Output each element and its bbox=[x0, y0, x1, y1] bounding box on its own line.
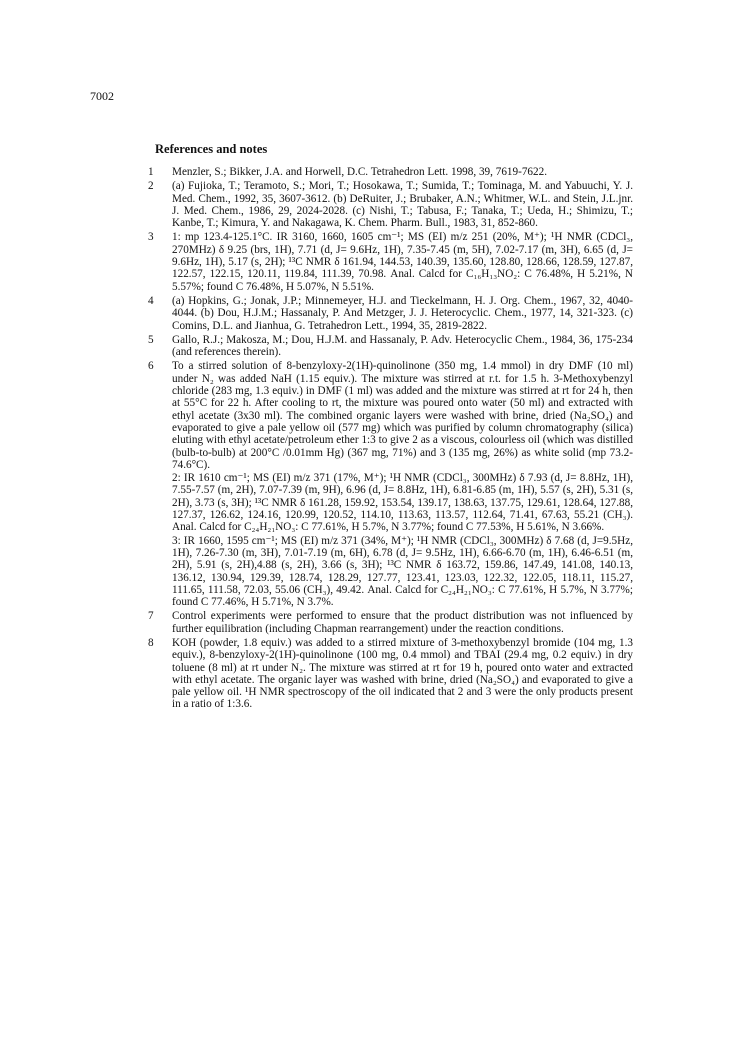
reference-body bbox=[172, 360, 633, 608]
reference-number: 4 bbox=[148, 294, 154, 307]
section-title: References and notes bbox=[155, 142, 268, 156]
reference-number: 7 bbox=[148, 610, 154, 623]
reference-body bbox=[172, 180, 633, 229]
reference-number: 1 bbox=[148, 166, 154, 178]
reference-text: Menzler, S.; Bikker, J.A. and Horwell, D.C. Tetrahedron Lett. 1998, 39, 7619-7622. bbox=[172, 166, 548, 178]
reference-text: KOH (powder, 1.8 equiv.) was added to a stirred mixture of 3-methoxybenzyl bromide (104 mg, 1.3 equiv.), 8-benzyloxy-2(1H)-quinolinone (100 mg, 0.4 mmol) and TBAI (29.4 mg, 0.2 equiv.) in dry toluene (8 ml) at rt under N₂. The mixture was stirred at rt for 19 h, poured onto water and extracted with ethyl acetate. The organic layer was washed with brine, dried (Na₂SO₄) and evaporated to give a pale yellow oil. ¹H NMR spectroscopy of the oil indicated that 2 and 3 were the only products present in a ratio of 1:3.6. bbox=[172, 636, 633, 711]
reference-text: To a stirred solution of 8-benzyloxy-2(1H)-quinolinone (350 mg, 1.4 mmol) in dry DMF (10 ml) under N₂ was added NaH (1.15 equiv.). The mixture was stirred at r.t. for 1.5 h. 3-Methoxybenzyl chloride (283 mg, 1.3 equiv.) in DMF (1 ml) was added and the mixture was stirred at rt for 24 h, then at 55°C for 22 h. After cooling to rt, the mixture was poured onto water (50 ml) and extracted with ethyl acetate (3x30 ml). The combined organic layers were washed with brine, dried (Na₂SO₄) and evaporated to give a pale yellow oil (577 mg) which was purified by column chromatography (silica) eluting with ethyl acetate/petroleum ether 1:3 to give 2 as a viscous, colourless oil (which was distilled (bulb-to-bulb) at 200°C /0.01mm Hg) (367 mg, 71%) and 3 (135 mg, 26%) as white solid (mp 73.2-74.6°C). bbox=[172, 360, 633, 471]
reference-text: Gallo, R.J.; Makosza, M.; Dou, H.J.M. and Hassanaly, P. Adv. Heterocyclic Chem., 1984, 36, 175-234 (and references therein). bbox=[172, 333, 633, 359]
reference-body bbox=[172, 610, 633, 635]
reference-number: 5 bbox=[148, 333, 154, 346]
reference-item bbox=[148, 295, 633, 332]
reference-number: 6 bbox=[148, 360, 154, 373]
reference-text: 2: IR 1610 cm⁻¹; MS (EI) m/z 371 (17%, M⁺); ¹H NMR (CDCl₃, 300MHz) δ 7.93 (d, J= 8.8Hz, 1H), 7.55-7.57 (m, 2H), 7.07-7.39 (m, 9H), 6.96 (d, J= 8.8Hz, 1H), 6.81-6.85 (m, 1H), 5.57 (s, 2H), 5.31 (s, 2H), 3.73 (s, 3H); ¹³C NMR δ 161.28, 159.92, 153.54, 139.17, 138.63, 137.75, 129.61, 128.64, 127.88, 127.37, 126.62, 124.16, 120.99, 120.52, 114.10, 113.63, 113.57, 112.64, 71.41, 67.63, 55.21 (CH₃). Anal. Calcd for C₂₄H₂₁NO₃: C 77.61%, H 5.7%, N 3.77%; found C 77.53%, H 5.61%, N 3.66%. bbox=[172, 472, 633, 534]
reference-number: 3 bbox=[148, 231, 154, 244]
reference-list bbox=[148, 166, 633, 713]
reference-item bbox=[148, 231, 633, 292]
reference-item bbox=[148, 166, 633, 178]
reference-body bbox=[172, 637, 633, 711]
reference-body bbox=[172, 295, 633, 332]
reference-text: 3: IR 1660, 1595 cm⁻¹; MS (EI) m/z 371 (34%, M⁺); ¹H NMR (CDCl₃, 300MHz) δ 7.68 (d, J=9.5Hz, 1H), 7.26-7.30 (m, 3H), 7.01-7.19 (m, 6H), 6.78 (d, J= 9.5Hz, 1H), 6.66-6.70 (m, 1H), 6.46-6.51 (m, 2H), 5.91 (s, 2H),4.88 (s, 2H), 3.66 (s, 3H); ¹³C NMR δ 163.72, 159.86, 147.49, 141.08, 140.13, 136.12, 130.94, 129.39, 128.74, 128.29, 127.77, 123.41, 123.03, 122.32, 122.05, 118.11, 115.27, 111.65, 111.58, 72.03, 55.06 (CH₃), 49.42. Anal. Calcd for C₂₄H₂₁NO₃: C 77.61%, H 5.7%, N 3.77%; found C 77.46%, H 5.71%, N 3.7%. bbox=[172, 534, 633, 609]
reference-text: Control experiments were performed to ensure that the product distribution was not influenced by further equilibration (including Chapman rearrangement) under the reaction conditions. bbox=[172, 610, 633, 635]
reference-text: (a) Hopkins, G.; Jonak, J.P.; Minnemeyer, H.J. and Tieckelmann, H. J. Org. Chem., 1967, 32, 4040-4044. (b) Dou, H.J.M.; Hassanaly, P. And Metzger, J. J. Heterocyclic. Chem., 1977, 14, 321-323. (c) Comins, D.L. and Jianhua, G. Tetrahedron Lett., 1994, 35, 2819-2822. bbox=[172, 294, 633, 332]
reference-body bbox=[172, 166, 633, 178]
page-number: 7002 bbox=[90, 89, 114, 103]
reference-item bbox=[148, 334, 633, 359]
reference-text: 1: mp 123.4-125.1°C. IR 3160, 1660, 1605 cm⁻¹; MS (EI) m/z 251 (20%, M⁺); ¹H NMR (CDCl₃, 270MHz) δ 9.25 (brs, 1H), 7.71 (d, J= 9.6Hz, 1H), 7.35-7.45 (m, 5H), 7.02-7.17 (m, 3H), 6.65 (d, J= 9.6Hz, 1H), 5.17 (s, 2H); ¹³C NMR δ 161.94, 144.53, 140.39, 135.60, 128.80, 128.66, 128.59, 127.87, 122.57, 122.15, 120.11, 119.84, 111.39, 70.98. Anal. Calcd for C₁₆H₁₃NO₂: C 76.48%, H 5.21%, N 5.57%; found C 76.48%, H 5.07%, N 5.51%. bbox=[172, 231, 633, 293]
reference-item bbox=[148, 360, 633, 608]
reference-item bbox=[148, 180, 633, 229]
reference-item bbox=[148, 610, 633, 635]
reference-body bbox=[172, 334, 633, 359]
reference-item bbox=[148, 637, 633, 711]
reference-text: (a) Fujioka, T.; Teramoto, S.; Mori, T.; Hosokawa, T.; Sumida, T.; Tominaga, M. and Yabuuchi, Y. J. Med. Chem., 1992, 35, 3607-3612. (b) DeRuiter, J.; Brubaker, A.N.; Whitmer, W.L. and Stein, J.L.jnr. J. Med. Chem., 1986, 29, 2024-2028. (c) Nishi, T.; Tabusa, F.; Tanaka, T.; Ueda, H.; Shimizu, T.; Kanbe, T.; Kimura, Y. and Nakagawa, K. Chem. Pharm. Bull., 1983, 31, 852-860. bbox=[172, 180, 633, 230]
reference-number: 8 bbox=[148, 636, 154, 649]
reference-number: 2 bbox=[148, 180, 154, 193]
reference-body bbox=[172, 231, 633, 292]
